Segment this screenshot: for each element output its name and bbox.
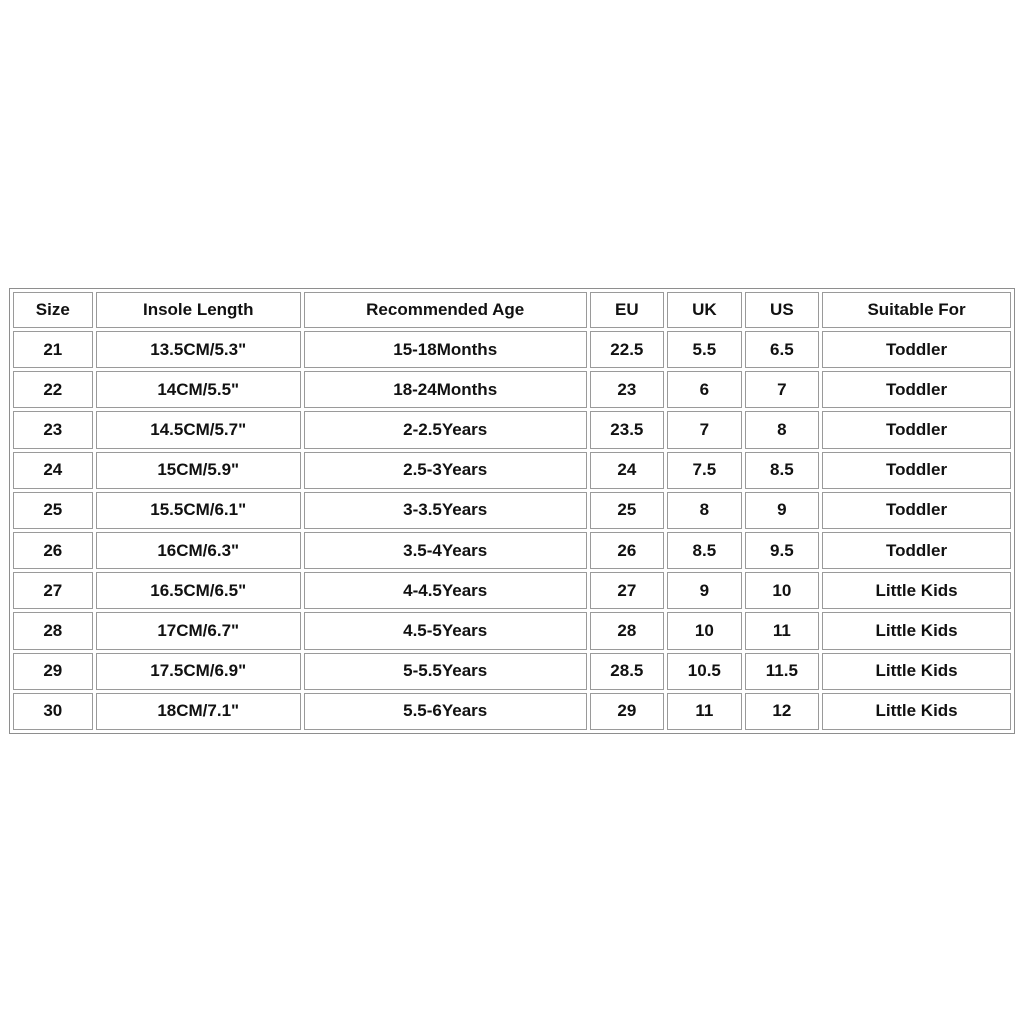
table-row	[13, 612, 1011, 649]
cell-suitable-for: Little Kids	[822, 653, 1011, 690]
cell-recommended-age: 15-18Months	[304, 331, 587, 368]
cell-us: 6.5	[745, 331, 820, 368]
header-us: US	[745, 292, 820, 328]
cell-size: 23	[13, 411, 93, 448]
cell-eu: 28	[590, 612, 665, 649]
cell-uk: 10.5	[667, 653, 742, 690]
cell-us: 9.5	[745, 532, 820, 569]
cell-size: 25	[13, 492, 93, 529]
table-header-row	[13, 292, 1011, 328]
cell-suitable-for: Little Kids	[822, 572, 1011, 609]
cell-recommended-age: 3-3.5Years	[304, 492, 587, 529]
cell-suitable-for: Toddler	[822, 492, 1011, 529]
header-recommended-age: Recommended Age	[304, 292, 587, 328]
table-row	[13, 653, 1011, 690]
cell-eu: 29	[590, 693, 665, 730]
header-eu: EU	[590, 292, 665, 328]
cell-us: 9	[745, 492, 820, 529]
cell-size: 30	[13, 693, 93, 730]
cell-uk: 10	[667, 612, 742, 649]
cell-suitable-for: Toddler	[822, 371, 1011, 408]
cell-recommended-age: 4.5-5Years	[304, 612, 587, 649]
cell-uk: 9	[667, 572, 742, 609]
cell-recommended-age: 5-5.5Years	[304, 653, 587, 690]
cell-recommended-age: 2-2.5Years	[304, 411, 587, 448]
cell-us: 8	[745, 411, 820, 448]
cell-suitable-for: Little Kids	[822, 693, 1011, 730]
cell-insole-length: 15CM/5.9"	[96, 452, 301, 489]
table-row	[13, 452, 1011, 489]
table-row	[13, 532, 1011, 569]
table-row	[13, 411, 1011, 448]
cell-us: 11.5	[745, 653, 820, 690]
cell-eu: 22.5	[590, 331, 665, 368]
cell-eu: 24	[590, 452, 665, 489]
cell-suitable-for: Little Kids	[822, 612, 1011, 649]
cell-insole-length: 14CM/5.5"	[96, 371, 301, 408]
cell-us: 12	[745, 693, 820, 730]
cell-eu: 27	[590, 572, 665, 609]
cell-us: 7	[745, 371, 820, 408]
table-row	[13, 693, 1011, 730]
table-row	[13, 371, 1011, 408]
cell-eu: 26	[590, 532, 665, 569]
cell-eu: 25	[590, 492, 665, 529]
table-row	[13, 572, 1011, 609]
cell-recommended-age: 4-4.5Years	[304, 572, 587, 609]
cell-insole-length: 15.5CM/6.1"	[96, 492, 301, 529]
cell-insole-length: 17CM/6.7"	[96, 612, 301, 649]
size-chart	[9, 288, 1015, 734]
cell-insole-length: 17.5CM/6.9"	[96, 653, 301, 690]
cell-size: 22	[13, 371, 93, 408]
cell-size: 27	[13, 572, 93, 609]
cell-eu: 23.5	[590, 411, 665, 448]
header-uk: UK	[667, 292, 742, 328]
cell-size: 29	[13, 653, 93, 690]
cell-uk: 6	[667, 371, 742, 408]
cell-eu: 28.5	[590, 653, 665, 690]
cell-recommended-age: 5.5-6Years	[304, 693, 587, 730]
cell-uk: 11	[667, 693, 742, 730]
cell-us: 8.5	[745, 452, 820, 489]
cell-size: 26	[13, 532, 93, 569]
cell-suitable-for: Toddler	[822, 411, 1011, 448]
cell-eu: 23	[590, 371, 665, 408]
header-suitable-for: Suitable For	[822, 292, 1011, 328]
cell-recommended-age: 18-24Months	[304, 371, 587, 408]
cell-insole-length: 16.5CM/6.5"	[96, 572, 301, 609]
cell-size: 21	[13, 331, 93, 368]
cell-uk: 7.5	[667, 452, 742, 489]
cell-uk: 8	[667, 492, 742, 529]
cell-suitable-for: Toddler	[822, 532, 1011, 569]
cell-uk: 5.5	[667, 331, 742, 368]
cell-size: 24	[13, 452, 93, 489]
cell-suitable-for: Toddler	[822, 331, 1011, 368]
cell-uk: 7	[667, 411, 742, 448]
table-row	[13, 331, 1011, 368]
cell-us: 11	[745, 612, 820, 649]
cell-insole-length: 13.5CM/5.3"	[96, 331, 301, 368]
header-size: Size	[13, 292, 93, 328]
cell-insole-length: 14.5CM/5.7"	[96, 411, 301, 448]
cell-recommended-age: 2.5-3Years	[304, 452, 587, 489]
cell-insole-length: 16CM/6.3"	[96, 532, 301, 569]
cell-suitable-for: Toddler	[822, 452, 1011, 489]
cell-uk: 8.5	[667, 532, 742, 569]
size-table	[10, 289, 1014, 733]
cell-insole-length: 18CM/7.1"	[96, 693, 301, 730]
header-insole-length: Insole Length	[96, 292, 301, 328]
table-row	[13, 492, 1011, 529]
cell-size: 28	[13, 612, 93, 649]
cell-recommended-age: 3.5-4Years	[304, 532, 587, 569]
cell-us: 10	[745, 572, 820, 609]
